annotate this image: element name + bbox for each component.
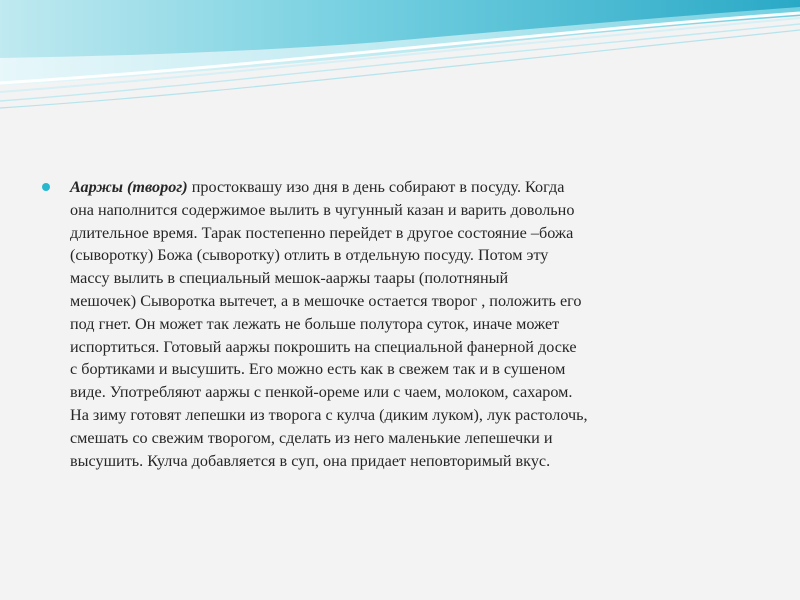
paragraph-line-12: смешать со свежим творогом, сделать из него маленькие лепешечки и [70,428,553,447]
paragraph-line-13: высушить. Кулча добавляется в суп, она придает неповторимый вкус. [70,451,551,470]
paragraph-line-text: простоквашу изо дня в день собирают в посуду. Когда [187,178,565,196]
slide-content [42,176,742,472]
paragraph-line-10: виде. Употребляют ааржы с пенкой-ореме или с чаем, молоком, сахаром. [70,383,573,402]
paragraph-lead: Ааржы (творог) [70,178,188,196]
paragraph-line-2: она наполнится содержимое вылить в чугунный казан и варить довольно [70,200,575,219]
paragraph-line-6: мешочек) Сыворотка вытечет, а в мешочке остается творог , положить его [70,291,582,310]
paragraph-line-1 [70,176,742,199]
decorative-wave-header [0,0,800,130]
paragraph-line-7: под гнет. Он может так лежать не больше полутора суток, иначе может [70,314,560,333]
bullet-paragraph [42,176,742,472]
paragraph-line-3: длительное время. Тарак постепенно перейдет в другое состояние –божа [70,223,574,242]
paragraph-line-9: с бортиками и высушить. Его можно есть как в свежем так и в сушеном [70,360,566,379]
paragraph-line-8: испортиться. Готовый ааржы покрошить на специальной фанерной доске [70,337,577,356]
paragraph-line-11: На зиму готовят лепешки из творога с кулча (диким луком), лук растолочь, [70,405,588,424]
paragraph-line-5: массу вылить в специальный мешок-ааржы таары (полотняный [70,269,509,288]
paragraph-line-4: (сыворотку) Божа (сыворотку) отлить в отдельную посуду. Потом эту [70,246,549,265]
bullet-dot-icon [42,183,50,191]
